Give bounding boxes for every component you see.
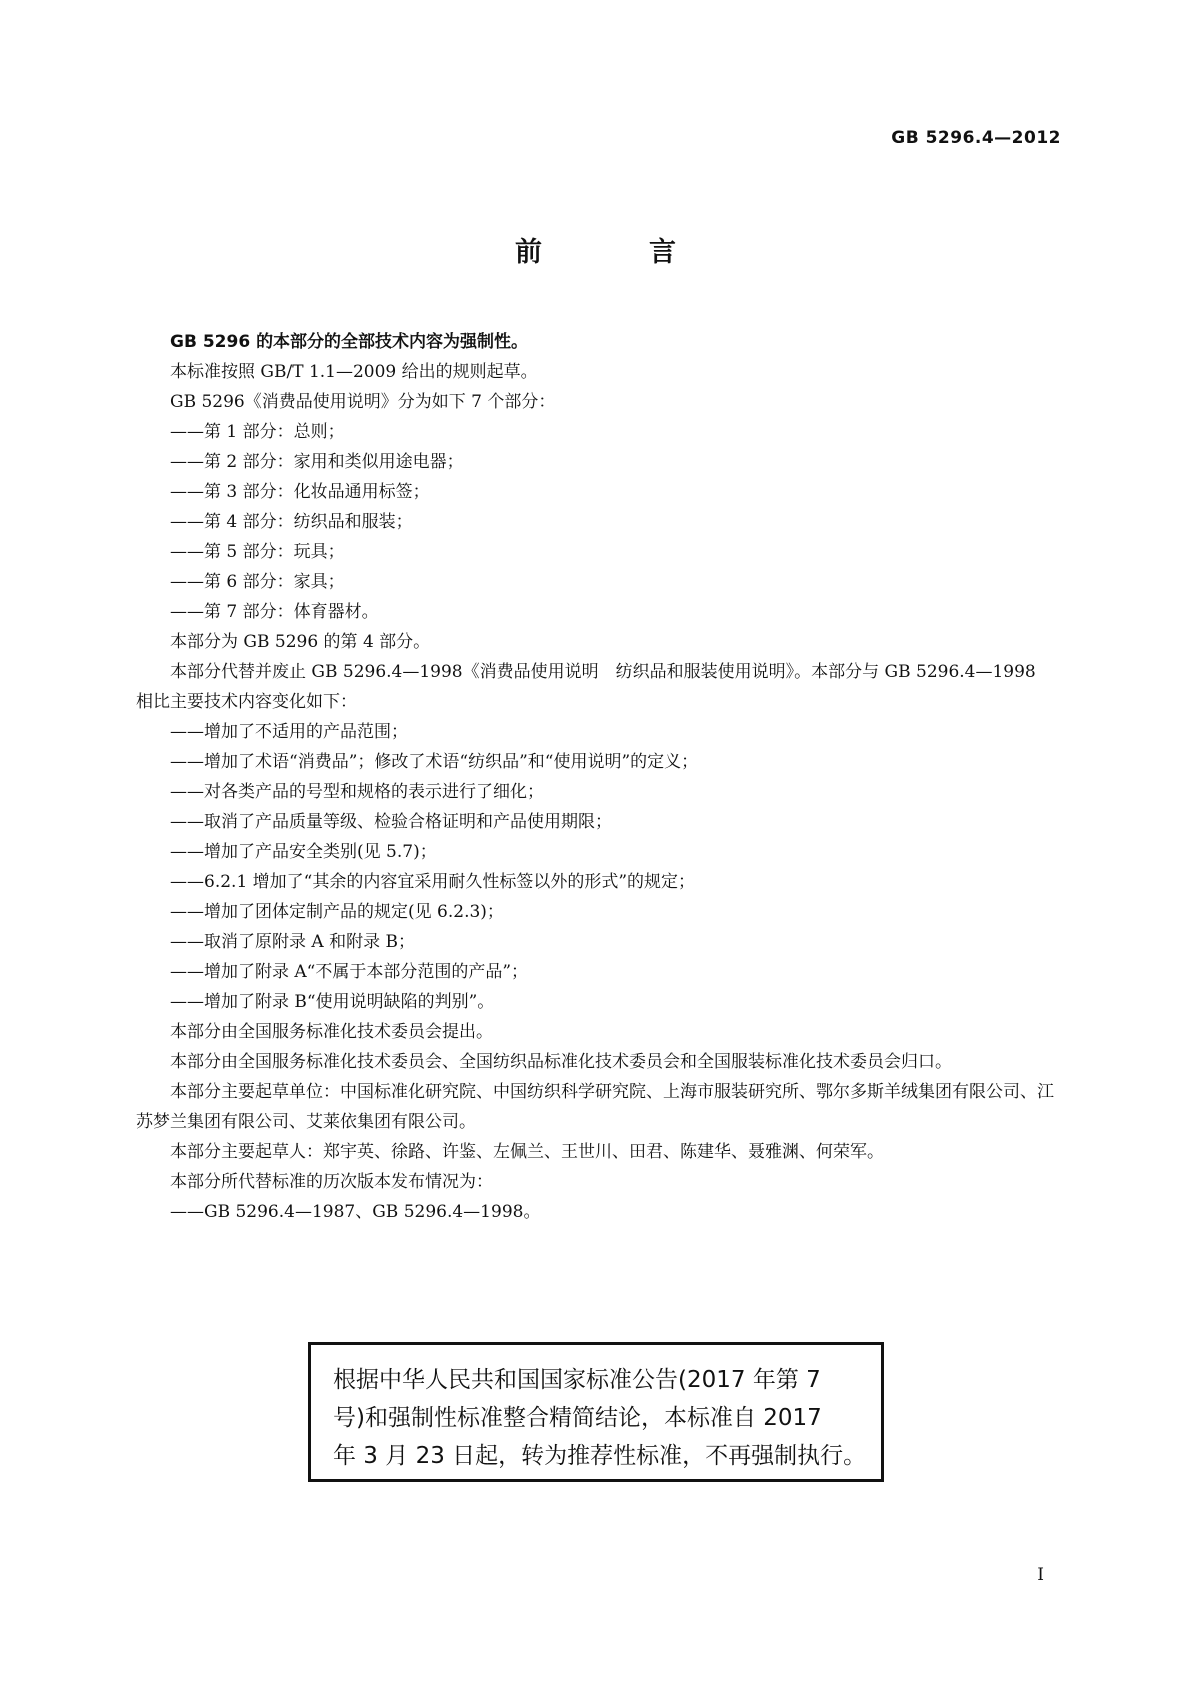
paragraph: 本部分所代替标准的历次版本发布情况为： [170, 1172, 493, 1192]
paragraph: 本部分由全国服务标准化技术委员会、全国纺织品标准化技术委员会和全国服装标准化技术委员会归口。 [170, 1052, 952, 1072]
list-item: ——第 6 部分：家具； [170, 572, 345, 592]
notice-line: 号)和强制性标准整合精简结论，本标准自 2017 [333, 1405, 822, 1431]
list-item: ——第 4 部分：纺织品和服装； [170, 512, 413, 532]
list-item: ——第 3 部分：化妆品通用标签； [170, 482, 430, 502]
page-number: I [1037, 1565, 1044, 1585]
list-item: ——第 7 部分：体育器材。 [170, 602, 379, 622]
list-item: ——第 2 部分：家用和类似用途电器； [170, 452, 464, 472]
list-item: ——增加了产品安全类别(见 5.7)； [170, 842, 437, 862]
standard-code-header: GB 5296.4—2012 [891, 128, 1061, 148]
list-item: ——取消了产品质量等级、检验合格证明和产品使用期限； [170, 812, 612, 832]
paragraph: 本标准按照 GB/T 1.1—2009 给出的规则起草。 [170, 362, 538, 382]
list-item: ——增加了附录 A“不属于本部分范围的产品”； [170, 962, 529, 982]
paragraph: GB 5296 的本部分的全部技术内容为强制性。 [170, 332, 529, 352]
notice-line: 年 3 月 23 日起，转为推荐性标准，不再强制执行。 [333, 1443, 867, 1469]
paragraph: 本部分主要起草人：郑宇英、徐路、许鉴、左佩兰、王世川、田君、陈建华、聂雅渊、何荣军。 [170, 1142, 884, 1162]
list-item: ——6.2.1 增加了“其余的内容宜采用耐久性标签以外的形式”的规定； [170, 872, 696, 892]
paragraph: 本部分为 GB 5296 的第 4 部分。 [170, 632, 431, 652]
paragraph: 本部分主要起草单位：中国标准化研究院、中国纺织科学研究院、上海市服装研究所、鄂尔多斯羊绒集团有限公司、江苏梦兰集团有限公司、艾莱依集团有限公司。 [136, 1082, 1054, 1132]
foreword-body [136, 327, 1056, 1227]
list-item: ——增加了附录 B“使用说明缺陷的判别”。 [170, 992, 495, 1012]
list-item: ——增加了术语“消费品”；修改了术语“纺织品”和“使用说明”的定义； [170, 752, 699, 772]
paragraph: GB 5296《消费品使用说明》分为如下 7 个部分： [170, 392, 556, 412]
notice-line: 根据中华人民共和国国家标准公告(2017 年第 7 [333, 1367, 821, 1393]
list-item: ——取消了原附录 A 和附录 B； [170, 932, 415, 952]
list-item: ——增加了团体定制产品的规定(见 6.2.3)； [170, 902, 504, 922]
paragraph: 本部分代替并废止 GB 5296.4—1998《消费品使用说明 纺织品和服装使用说明》。本部分与 GB 5296.4—1998 相比主要技术内容变化如下： [136, 662, 1036, 712]
list-item: ——对各类产品的号型和规格的表示进行了细化； [170, 782, 544, 802]
list-item: ——GB 5296.4—1987、GB 5296.4—1998。 [170, 1202, 541, 1222]
list-item: ——增加了不适用的产品范围； [170, 722, 408, 742]
list-item: ——第 5 部分：玩具； [170, 542, 345, 562]
page-title: 前 言 [515, 237, 716, 268]
paragraph: 本部分由全国服务标准化技术委员会提出。 [170, 1022, 493, 1042]
status-notice-box [308, 1342, 884, 1482]
list-item: ——第 1 部分：总则； [170, 422, 345, 442]
